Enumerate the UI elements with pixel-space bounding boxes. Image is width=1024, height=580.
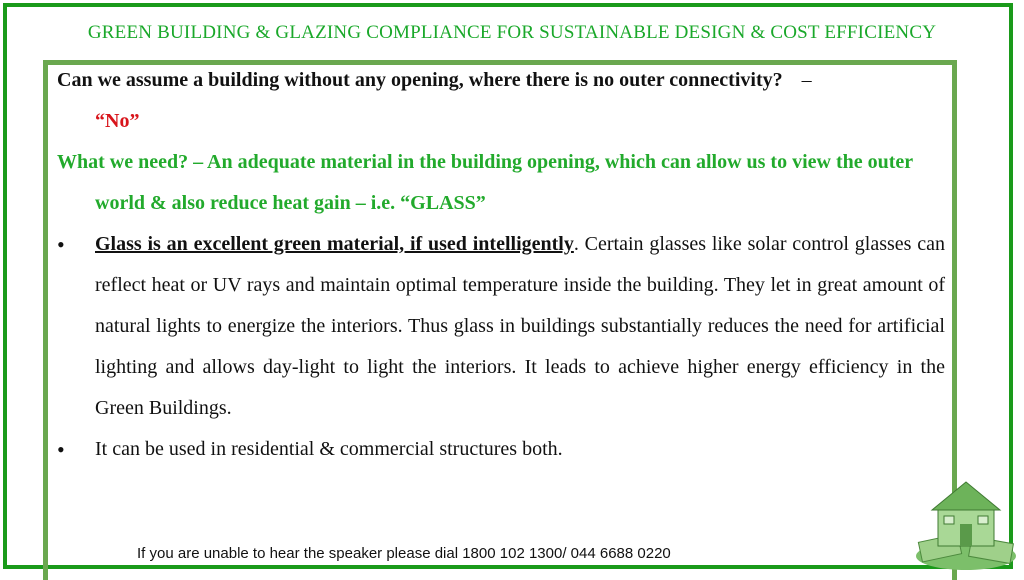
slide-title: GREEN BUILDING & GLAZING COMPLIANCE FOR SUSTAINABLE DESIGN & COST EFFICIENCY bbox=[87, 22, 937, 43]
question-dash: – bbox=[801, 69, 812, 91]
footer-dial-info: If you are unable to hear the speaker please dial 1800 102 1300/ 044 6688 0220 bbox=[137, 545, 671, 562]
money-house-icon bbox=[912, 476, 1020, 572]
bullet-lead: Glass is an excellent green material, if used intelligently bbox=[95, 233, 574, 255]
bullet-dot: • bbox=[57, 232, 65, 257]
question-text: Can we assume a building without any opening, where there is no outer connectivity? bbox=[57, 69, 783, 91]
answer-text: “No” bbox=[95, 110, 140, 132]
bullet-text: It can be used in residential & commercial structures both. bbox=[95, 438, 563, 460]
question-paragraph bbox=[57, 60, 945, 142]
slide-content bbox=[57, 60, 945, 470]
bullet-item-1 bbox=[57, 224, 945, 429]
bullet-dot: • bbox=[57, 437, 65, 462]
bullet-text: . Certain glasses like solar control glasses can reflect heat or UV rays and maintain optimal temperature inside the building. They let in great amount of natural lights to energize the interiors. Thus glass in buildings substantially reduces the need for artificial lighting and allows day-light to light the interiors. It leads to achieve higher energy efficiency in the Green Buildings. bbox=[95, 233, 945, 419]
need-paragraph: What we need? – An adequate material in the building opening, which can allow us to view the outer world & also reduce heat gain – i.e. “GLASS” bbox=[57, 151, 913, 214]
bullet-item-2 bbox=[57, 429, 945, 470]
